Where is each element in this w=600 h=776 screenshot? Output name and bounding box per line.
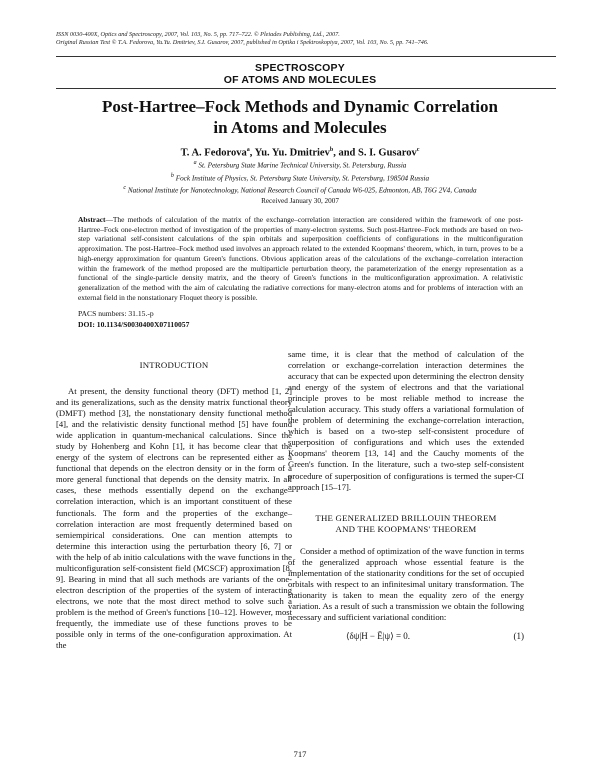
journal-header [56, 31, 576, 46]
section-heading-line-2: OF ATOMS AND MOLECULES [223, 74, 377, 86]
abstract-text: —The methods of calculation of the matrix of the exchange–correlation interaction are considered within the framework of one post-Hartree–Fock one-electron method of investigation of the properties of many-electron systems. Such post-Hartree–Fock methods are based on two-step variational self-consistent calculations of the spin orbitals and superposition coefficients of configurations in the multiconfiguration approximation. The post-Hartree–Fock method used involves an approach related to the extended Koopmans' theorem, which, in turn, proves to be a high-energy approximation for quantum Green's functions. Obvious application areas of the calculations of the exchange–correlation interaction within the framework of the method proposed are the multiparticle perturbation theory, the parameterization of the energy representation as a functional of the single-particle density matrix, and the theory of Green's functions in the multiconfiguration approximation. A relativistic generalization of the method with the aim of calculating the radiative corrections for many-electron atoms and for problems of interaction with an external field in the nonstationary Floquet theory is possible. [78, 215, 523, 302]
right-paragraph-2: Consider a method of optimization of the wave function in terms of the generalized approach whose essential feature is the implementation of the stationarity conditions for the set of occupied orbitals with respect to an infinitesimal unitary transformation. The stationarity is taken to mean the equality zero of the energy variation. As a result of such a transmission we obtain the following necessary and sufficient variational condition: [288, 545, 524, 622]
header-rule-bottom [56, 88, 556, 89]
affiliation-a-marker: a [193, 160, 197, 166]
author-sep-1: , [249, 147, 255, 159]
journal-header-line-2: Original Russian Text © T.A. Fedorova, Yu.Yu. Dmitriev, S.I. Gusarov, 2007, published in Optika i Spektroskopiya, 2007, Vol. 103, No. 5, pp. 741–746. [56, 38, 429, 46]
affiliation-c [30, 183, 570, 196]
paper-title-line-1: Post-Hartree–Fock Methods and Dynamic Correlation [102, 97, 498, 116]
brillouin-heading-line-2: AND THE KOOPMANS' THEOREM [335, 524, 477, 535]
paper-title-line-2: in Atoms and Molecules [213, 118, 387, 137]
affiliation-c-text: National Institute for Nanotechnology, National Research Council of Canada W6-025, Edmonton, AB, T6G 2V4, Canada [126, 186, 477, 195]
affiliation-c-marker: c [123, 185, 127, 192]
pacs-numbers: PACS numbers: 31.15.-p [78, 309, 154, 318]
section-heading-line-1: SPECTROSCOPY [255, 62, 345, 74]
affiliation-b-marker: b [170, 172, 174, 179]
affiliation-a-text: St. Petersburg State Marine Technical University, St. Petersburg, Russia [196, 161, 407, 170]
doi: DOI: 10.1134/S0030400X07110057 [78, 320, 190, 329]
affiliation-b-text: Fock Institute of Physics, St. Petersburg State University, St. Petersburg, 198504 Russia [173, 173, 430, 182]
abstract-label: Abstract [78, 215, 106, 224]
author-3: S. I. Gusarov [358, 147, 417, 159]
abstract [78, 215, 523, 302]
affiliations [30, 158, 570, 206]
left-column [56, 360, 292, 651]
received-date: Received January 30, 2007 [261, 196, 339, 205]
affiliation-a [30, 158, 570, 171]
right-paragraph-1: same time, it is clear that the method of calculation of the correlation or exchange-correlation interaction determines the accuracy that can be expected upon determining the electron density and energy of the system of electrons and that the variational principle proves to be most reliable method to increase the calculation accuracy. This study offers a variational formulation of the problem of determining the exchange-correlation interaction, which is based on a two-step self-consistent procedure of superposition of configurations and which uses the extended Koopmans' theorem [13, 14] and the Cauchy moments of the Green's function. In the literature, such a two-step self-consistent procedure of superposition of configurations is termed the super-CI approach [15–17]. [288, 349, 524, 492]
equation-1-expression: ⟨δψ|H − Ē|ψ⟩ = 0. [346, 630, 411, 641]
introduction-paragraph: At present, the density functional theory (DFT) method [1, 2] and its generalizations, such as the density matrix functional theory (DMFT) method [3], the nonstationary density functional method [4], and the relativistic density functional method [5] have found wide application in quantum-mechanical calculations. Since the study by Hohenberg and Kohn [1], it has become clear that the energy of the system of electrons can be represented either as a functional that depends on the electron density or in the form of a more general functional that depends on the density matrix. In all cases, these methods essentially depend on the exchange–correlation interaction, which is an important constituent of these functionals. The form and the properties of the exchange–correlation interaction are most frequently determined based on semiempirical considerations. One can mention attempts to determine this interaction using the perturbation theory [6, 7] or with the help of ab initio calculations with the wave functions in the multiconfiguration self-consistent field (MCSCF) approximation [8, 9]. Bearing in mind that all such methods are variants of the one-electron description of the properties of the system of interacting electrons, we note that the most direct method to solve such a problem is the method of Green's functions [10–12]. However, most frequently, the immediate use of these functions proves to be possible only in terms of the one-configuration approximation. At the [56, 386, 292, 651]
author-sep-2: , and [333, 147, 358, 159]
author-1-affil: a [246, 147, 250, 153]
paper-title [40, 96, 560, 138]
right-column [288, 349, 524, 645]
author-2: Yu. Yu. Dmitriev [254, 147, 330, 159]
introduction-heading: INTRODUCTION [139, 360, 209, 370]
brillouin-heading [288, 513, 524, 536]
brillouin-heading-line-1: THE GENERALIZED BRILLOUIN THEOREM [315, 512, 497, 523]
equation-1-number: (1) [513, 630, 524, 641]
page-number: 717 [293, 749, 307, 759]
author-3-affil: c [416, 147, 420, 153]
journal-header-line-1: ISSN 0030-400X, Optics and Spectroscopy, 2007, Vol. 103, No. 5, pp. 717–722. © Pleiades Publishing, Ltd., 2007. [56, 31, 340, 38]
author-1: T. A. Fedorova [180, 147, 247, 159]
section-heading [0, 62, 600, 86]
author-2-affil: b [329, 147, 334, 153]
affiliation-b [30, 171, 570, 184]
equation-1 [288, 629, 524, 645]
header-rule-top [56, 56, 556, 57]
